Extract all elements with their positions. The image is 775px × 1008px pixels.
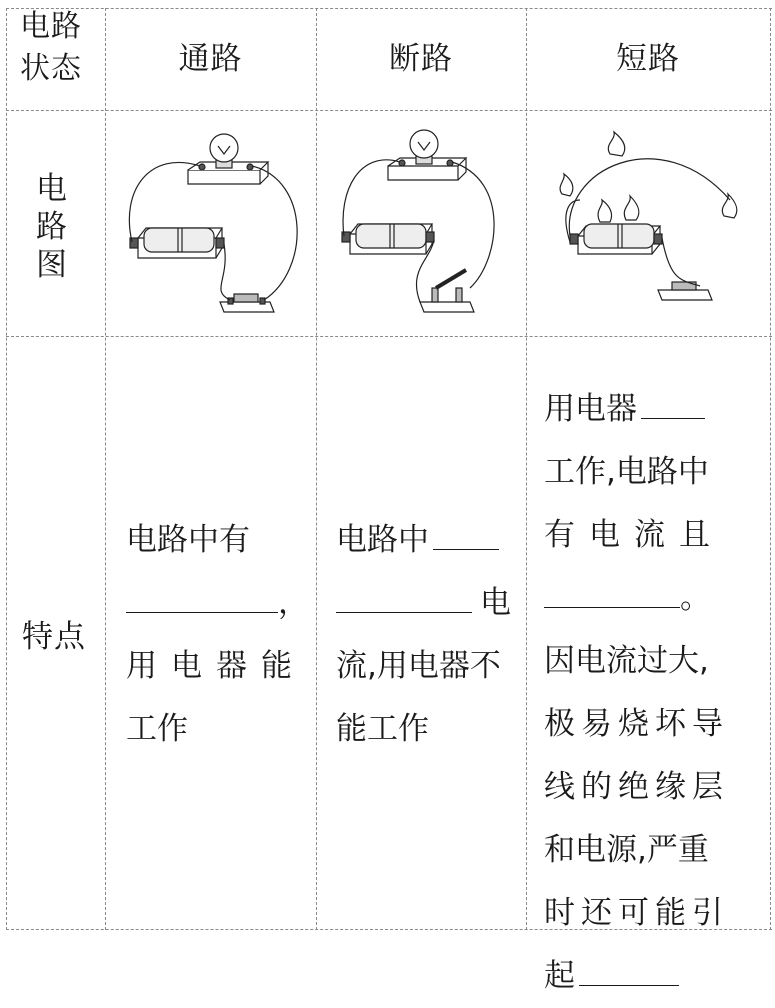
short-features-line2: 工作,电路中 [544,454,709,490]
open-circuit-diagram [320,120,526,330]
column-divider-3 [526,8,527,930]
features-row-label: 特点 [22,619,86,655]
open-features-line4: 能工作 [336,711,429,747]
diagram-row-label-line1: 电 [36,171,68,207]
row-divider-1 [6,110,772,111]
open-circuit-features [336,509,511,761]
header-closed-circuit: 通路 [178,41,243,77]
column-divider-1 [105,8,106,930]
switch-icon [234,294,258,302]
short-features-line10-text: 起 [544,958,575,994]
diagram-row-label-line3: 图 [36,247,68,283]
answer-blank[interactable] [579,984,679,986]
answer-blank[interactable] [126,611,278,613]
row-divider-2 [6,336,772,337]
flame-icon [624,196,639,220]
battery-icon [144,228,214,252]
lamp-base [188,170,260,184]
battery-icon [584,224,654,248]
short-features-line1-text: 用电器 [544,391,637,427]
flame-icon [598,200,612,222]
diagram-row-label [36,170,68,284]
answer-blank[interactable] [433,548,499,550]
short-features-line1 [544,378,729,441]
closed-circuit-features [126,509,309,761]
flame-icon [560,174,573,196]
table-border-right [770,8,771,930]
short-features-line8: 和电源,严重 [544,832,709,868]
wire [252,166,297,300]
flame-icon [722,194,737,218]
short-features-line4-end: 。 [680,580,711,616]
short-features-line7: 线的绝缘层 [544,769,729,805]
open-features-line2-end: 电 [480,585,511,621]
short-features-line6: 极易烧坏导 [544,706,729,742]
closed-features-line2 [126,572,309,635]
open-features-line1-text: 电路中 [336,522,429,558]
header-short-circuit: 短路 [616,41,680,77]
table-border-top [6,8,772,9]
closed-features-line3: 用电器能 [126,648,306,684]
open-features-line2 [336,572,511,635]
table-border-left [6,8,7,930]
column-divider-2 [316,8,317,930]
short-features-line9: 时还可能引 [544,895,729,931]
short-features-line4 [544,567,729,630]
short-features-line3: 有电流且 [544,517,724,553]
bulb-icon [410,130,438,158]
answer-blank[interactable] [641,417,705,419]
closed-features-line2-end: ， [278,585,309,621]
switch-icon [436,270,466,288]
open-features-line3: 流,用电器不 [336,648,501,684]
header-corner-cell [20,6,82,90]
bulb-icon [210,134,238,162]
diagram-row-label-line2: 路 [36,209,68,245]
closed-features-line1: 电路中有 [126,522,250,558]
short-circuit-features [544,378,729,1008]
wire [221,244,230,300]
battery-icon [356,224,426,248]
answer-blank[interactable] [544,606,680,608]
wire [662,238,700,286]
closed-circuit-diagram [110,120,316,330]
short-features-line10 [544,945,729,1008]
header-open-circuit: 断路 [389,41,453,77]
answer-blank[interactable] [336,611,472,613]
header-corner-line1: 电路 [20,9,82,44]
short-circuit-diagram [540,130,765,330]
closed-features-line4: 工作 [126,711,188,747]
short-features-line5: 因电流过大, [544,643,709,679]
open-features-line1 [336,509,511,572]
header-corner-line2: 状态 [20,51,82,86]
flame-icon [608,132,625,156]
